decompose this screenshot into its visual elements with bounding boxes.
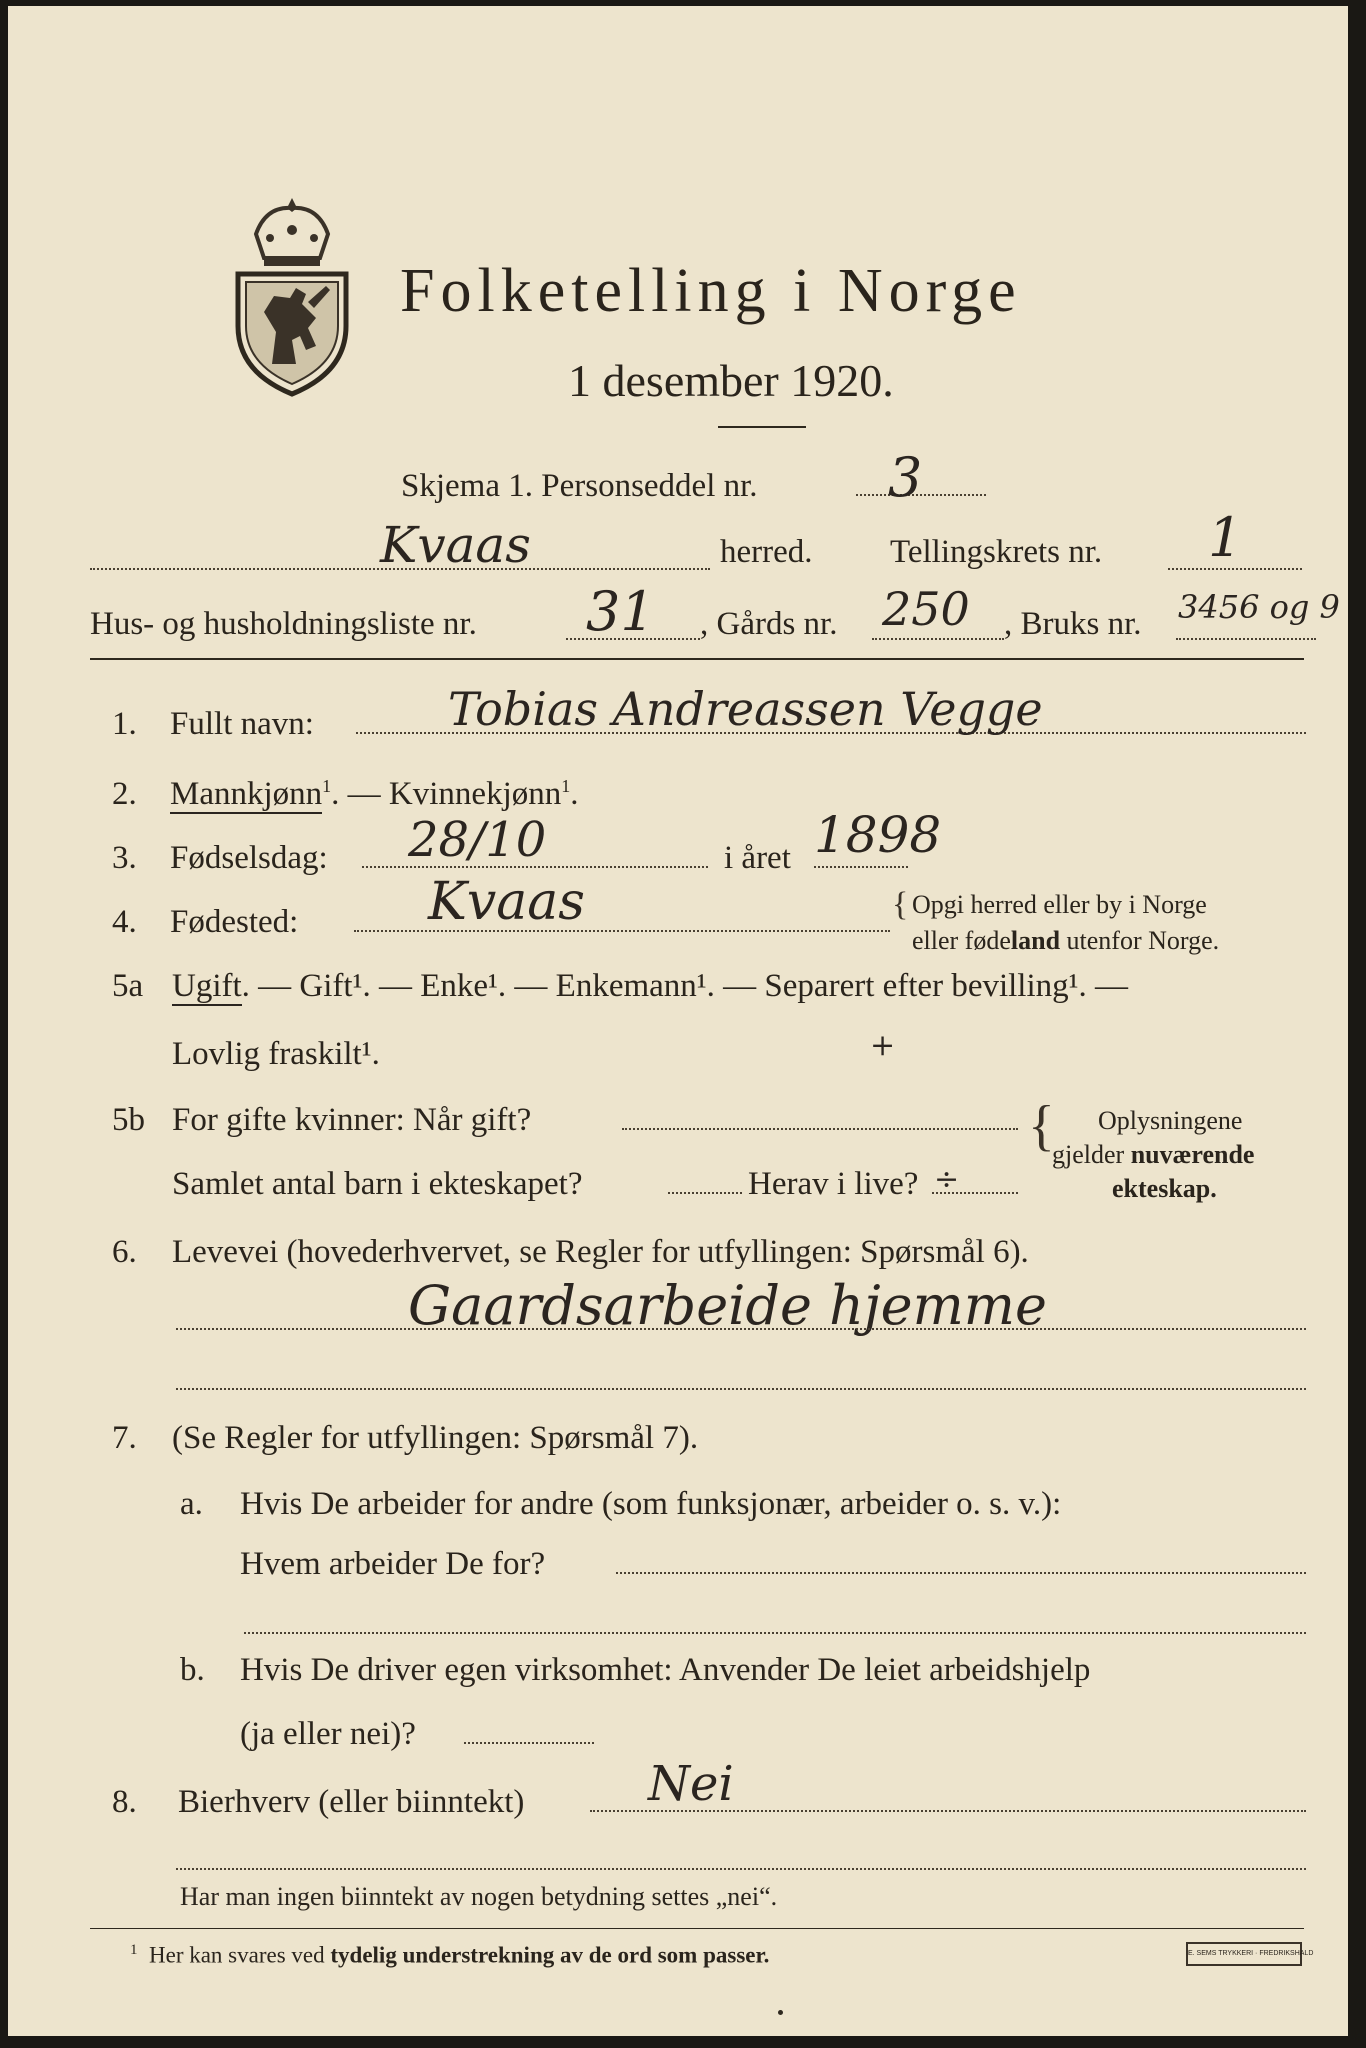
herred-value: Kvaas <box>380 516 531 574</box>
q7-label: (Se Regler for utfyllingen: Spørsmål 7). <box>172 1420 699 1456</box>
hired-help-field[interactable] <box>464 1742 594 1744</box>
option-ugift[interactable]: Ugift <box>172 968 242 1004</box>
q5b-number: 5b <box>112 1102 145 1138</box>
side-income-note: Har man ingen biinntekt av nogen betydning settes „nei“. <box>180 1882 778 1911</box>
birthplace-label: Fødested: <box>170 904 299 940</box>
birthplace-note-1: Opgi herred eller by i Norge <box>912 890 1207 919</box>
bruks-number: 3456 og 9 <box>1178 588 1340 626</box>
married-when-field[interactable] <box>622 1128 1018 1130</box>
side-income-field-2[interactable] <box>176 1868 1306 1870</box>
side-income-label: Bierhverv (eller biinntekt) <box>178 1784 525 1820</box>
skjema-label: Skjema 1. Personseddel nr. <box>401 468 758 504</box>
birthplace-value: Kvaas <box>428 872 585 932</box>
option-female[interactable]: Kvinnekjønn <box>388 776 562 812</box>
coat-of-arms-icon <box>230 194 354 400</box>
birth-year-field[interactable] <box>814 866 908 868</box>
q4-number: 4. <box>112 904 137 940</box>
children-alive-mark: ÷ <box>934 1162 960 1197</box>
footnote-ref: 1 <box>561 776 571 796</box>
children-total-label: Samlet antal barn i ekteskapet? <box>172 1166 583 1202</box>
q8-number: 8. <box>112 1784 137 1820</box>
birthplace-note-2: eller fødeland utenfor Norge. <box>912 926 1220 955</box>
hired-help-label: (ja eller nei)? <box>240 1716 416 1752</box>
occupation-field-2[interactable] <box>176 1388 1306 1390</box>
herred-label: herred. <box>720 534 813 570</box>
q5a-number: 5a <box>112 968 144 1004</box>
q5a-mark: + <box>870 1028 896 1063</box>
q7b-text: Hvis De driver egen virksomhet: Anvender De leiet arbeidshjelp <box>240 1652 1091 1688</box>
married-when-label: For gifte kvinner: Når gift? <box>172 1102 532 1138</box>
gards-label: , Gårds nr. <box>700 606 838 642</box>
employer-field-2[interactable] <box>244 1632 1306 1634</box>
birthday-value: 28/10 <box>408 812 547 868</box>
footnote-ref: 1 <box>322 776 332 796</box>
brace: { <box>1028 1095 1055 1157</box>
children-alive-label: Herav i live? <box>748 1166 919 1202</box>
q7-number: 7. <box>112 1420 137 1456</box>
q3-number: 3. <box>112 840 137 876</box>
separator: . — <box>331 776 389 812</box>
footnote-rule <box>90 1928 1304 1929</box>
marriage-note-1: Oplysningene <box>1098 1106 1243 1135</box>
separator: . <box>570 776 579 812</box>
gender-options <box>170 776 579 813</box>
side-income-value: Nei <box>648 1756 734 1812</box>
marriage-note-2: gjelder nuværende <box>1052 1140 1255 1169</box>
occupation-value: Gaardsarbeide hjemme <box>408 1274 1047 1337</box>
q2-number: 2. <box>112 776 137 812</box>
header-rule <box>90 658 1304 660</box>
option-lovlig-fraskilt[interactable]: Lovlig fraskilt¹. <box>172 1036 380 1072</box>
employer-field-1[interactable] <box>616 1572 1306 1574</box>
birthday-label: Fødselsdag: <box>170 840 328 876</box>
other-marital-options[interactable]: . — Gift¹. — Enke¹. — Enkemann¹. — Separert efter bevilling¹. — <box>241 968 1129 1004</box>
bruks-label: , Bruks nr. <box>1004 606 1142 642</box>
bruks-field[interactable] <box>1176 638 1316 640</box>
occupation-field-1[interactable] <box>176 1328 1306 1330</box>
census-date: 1 desember 1920. <box>568 355 894 406</box>
q7a-letter: a. <box>180 1486 203 1522</box>
q6-number: 6. <box>112 1234 137 1270</box>
tellingskrets-number: 1 <box>1208 506 1243 569</box>
q1-number: 1. <box>112 706 137 742</box>
personseddel-number: 3 <box>888 446 923 509</box>
full-name-value: Tobias Andreassen Vegge <box>448 682 1043 736</box>
census-form-page <box>8 6 1348 2036</box>
birth-year-value: 1898 <box>814 806 942 864</box>
gards-number: 250 <box>882 582 970 636</box>
q7b-letter: b. <box>180 1652 205 1688</box>
marriage-note-3: ekteskap. <box>1112 1174 1217 1203</box>
tellingskrets-label: Tellingskrets nr. <box>890 534 1103 570</box>
footnote: $^1$ Her kan svares ved tydelig understrekning av de ord som passer. <box>130 1942 770 1968</box>
occupation-label: Levevei (hovederhvervet, se Regler for utfyllingen: Spørsmål 6). <box>172 1234 1029 1270</box>
ink-dot <box>778 2010 783 2015</box>
husholdningsliste-number: 31 <box>586 580 655 643</box>
gards-field[interactable] <box>872 638 1004 640</box>
full-name-label: Fullt navn: <box>170 706 314 742</box>
printer-stamp: E. SEMS TRYKKERI · FREDRIKSHALD <box>1186 1942 1302 1966</box>
husholdningsliste-label: Hus- og husholdningsliste nr. <box>90 606 477 642</box>
form-title: Folketelling i Norge <box>400 257 1022 325</box>
marital-status-options <box>172 968 1128 1005</box>
employer-label: Hvem arbeider De for? <box>240 1546 546 1582</box>
title-divider <box>718 426 806 428</box>
children-total-field[interactable] <box>668 1192 742 1194</box>
q7a-text: Hvis De arbeider for andre (som funksjonær, arbeider o. s. v.): <box>240 1486 1062 1522</box>
option-male[interactable]: Mannkjønn <box>170 776 323 812</box>
birth-year-label: i året <box>724 840 791 876</box>
brace: { <box>892 886 909 923</box>
